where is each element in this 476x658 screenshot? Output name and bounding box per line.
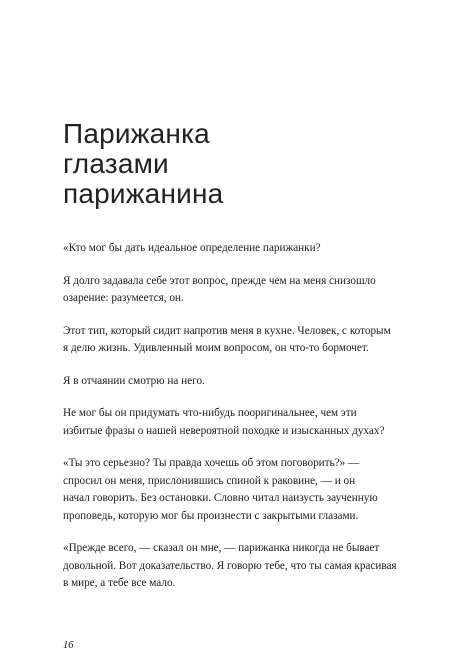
paragraph bbox=[63, 540, 415, 593]
text-line: Я долго задавала себе этот вопрос, прежде чем на меня снизошло bbox=[63, 274, 376, 287]
chapter-title-line: парижанина bbox=[63, 178, 224, 209]
text-line: я делю жизнь. Удивленный моим вопросом, он что-то бормочет. bbox=[63, 342, 369, 354]
paragraph bbox=[63, 323, 415, 358]
chapter-title bbox=[63, 119, 423, 209]
text-line: избитые фразы о нашей невероятной походке и изысканных духах? bbox=[63, 424, 385, 437]
text-line: начал говорить. Без остановки. Словно читал наизусть заученную bbox=[63, 492, 378, 504]
text-line: в мире, а тебе все мало. bbox=[63, 577, 176, 589]
text-line: проповедь, которую мог бы произнести с закрытыми глазами. bbox=[63, 509, 359, 522]
chapter-title-line: Парижанка bbox=[63, 118, 210, 149]
text-line: Я в отчаянии смотрю на него. bbox=[63, 374, 205, 387]
chapter-title-line: глазами bbox=[63, 148, 169, 179]
text-line: озарение: разумеется, он. bbox=[63, 292, 184, 304]
text-line: довольной. Вот доказательство. Я говорю тебе, что ты самая красивая bbox=[63, 559, 397, 572]
paragraph bbox=[63, 455, 415, 525]
text-line: «Кто мог бы дать идеальное определение парижанки? bbox=[63, 242, 321, 254]
text-line: Этот тип, который сидит напротив меня в кухне. Человек, с которым bbox=[63, 324, 391, 337]
page-number: 16 bbox=[63, 640, 74, 651]
text-line: «Ты это серьезно? Ты правда хочешь об этом поговорить?» — bbox=[63, 457, 360, 469]
paragraph bbox=[63, 273, 415, 308]
text-line: Не мог бы он придумать что-нибудь пооригинальнее, чем эти bbox=[63, 407, 357, 419]
text-line: «Прежде всего, — сказал он мне, — парижанка никогда не бывает bbox=[63, 542, 380, 554]
paragraph bbox=[63, 373, 415, 391]
body-text bbox=[63, 240, 415, 608]
paragraph bbox=[63, 240, 415, 258]
paragraph bbox=[63, 405, 415, 440]
text-line: спросил он меня, прислонившись спиной к раковине, — и он bbox=[63, 474, 356, 487]
